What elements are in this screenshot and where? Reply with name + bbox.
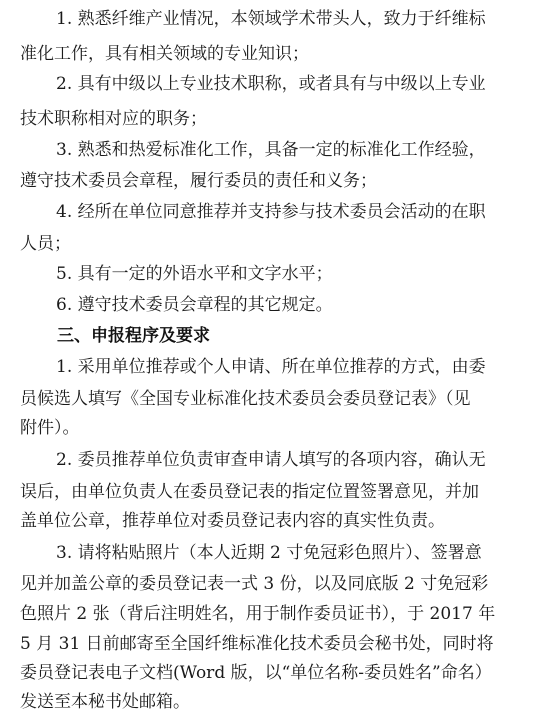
procedure-3-line-1: 3. 请将粘贴照片（本人近期 2 寸免冠彩色照片）、签署意 [56,543,482,563]
procedure-2-line-1: 2. 委员推荐单位负责审查申请人填写的各项内容，确认无 [56,450,486,470]
procedure-3-line-2: 见并加盖公章的委员登记表一式 3 份，以及同底版 2 寸免冠彩 [20,574,489,594]
procedure-2-line-3: 盖单位公章，推荐单位对委员登记表内容的真实性负责。 [20,511,445,531]
requirement-2-line-1: 2. 具有中级以上专业技术职称，或者具有与中级以上专业 [56,74,486,94]
procedure-1-line-2: 员候选人填写《全国专业标准化技术委员会委员登记表》（见 [20,389,471,409]
requirement-6-line-1: 6. 遵守技术委员会章程的其它规定。 [56,295,333,315]
procedure-3-line-3: 色照片 2 张（背后注明姓名，用于制作委员证书），于 2017 年 [20,604,496,624]
procedure-1-line-1: 1. 采用单位推荐或个人申请、所在单位推荐的方式，由委 [56,357,486,377]
procedure-1-line-3: 附件）。 [20,418,80,438]
procedure-2-line-2: 误后，由单位负责人在委员登记表的指定位置签署意见，并加 [20,482,479,502]
procedure-3-line-6: 发送至本秘书处邮箱。 [20,692,190,712]
requirement-2-line-2: 技术职称相对应的职务； [20,109,207,129]
requirement-1-line-2: 准化工作，具有相关领域的专业知识； [20,44,309,64]
requirement-4-line-1: 4. 经所在单位同意推荐并支持参与技术委员会活动的在职 [56,202,486,222]
requirement-5-line-1: 5. 具有一定的外语水平和文字水平； [56,264,333,284]
requirement-3-line-2: 遵守技术委员会章程，履行委员的责任和义务； [20,171,377,191]
procedure-3-line-4: 5 月 31 日前邮寄至全国纤维标准化技术委员会秘书处，同时将 [20,634,494,654]
requirement-3-line-1: 3. 熟悉和热爱标准化工作，具备一定的标准化工作经验， [56,140,486,160]
requirement-4-line-2: 人员； [20,234,71,254]
requirement-1-line-1: 1. 熟悉纤维产业情况，本领域学术带头人，致力于纤维标 [56,9,486,29]
section-heading: 三、申报程序及要求 [57,326,210,346]
procedure-3-line-5: 委员登记表电子文档(Word 版，以“单位名称-委员姓名”命名） [20,663,492,683]
